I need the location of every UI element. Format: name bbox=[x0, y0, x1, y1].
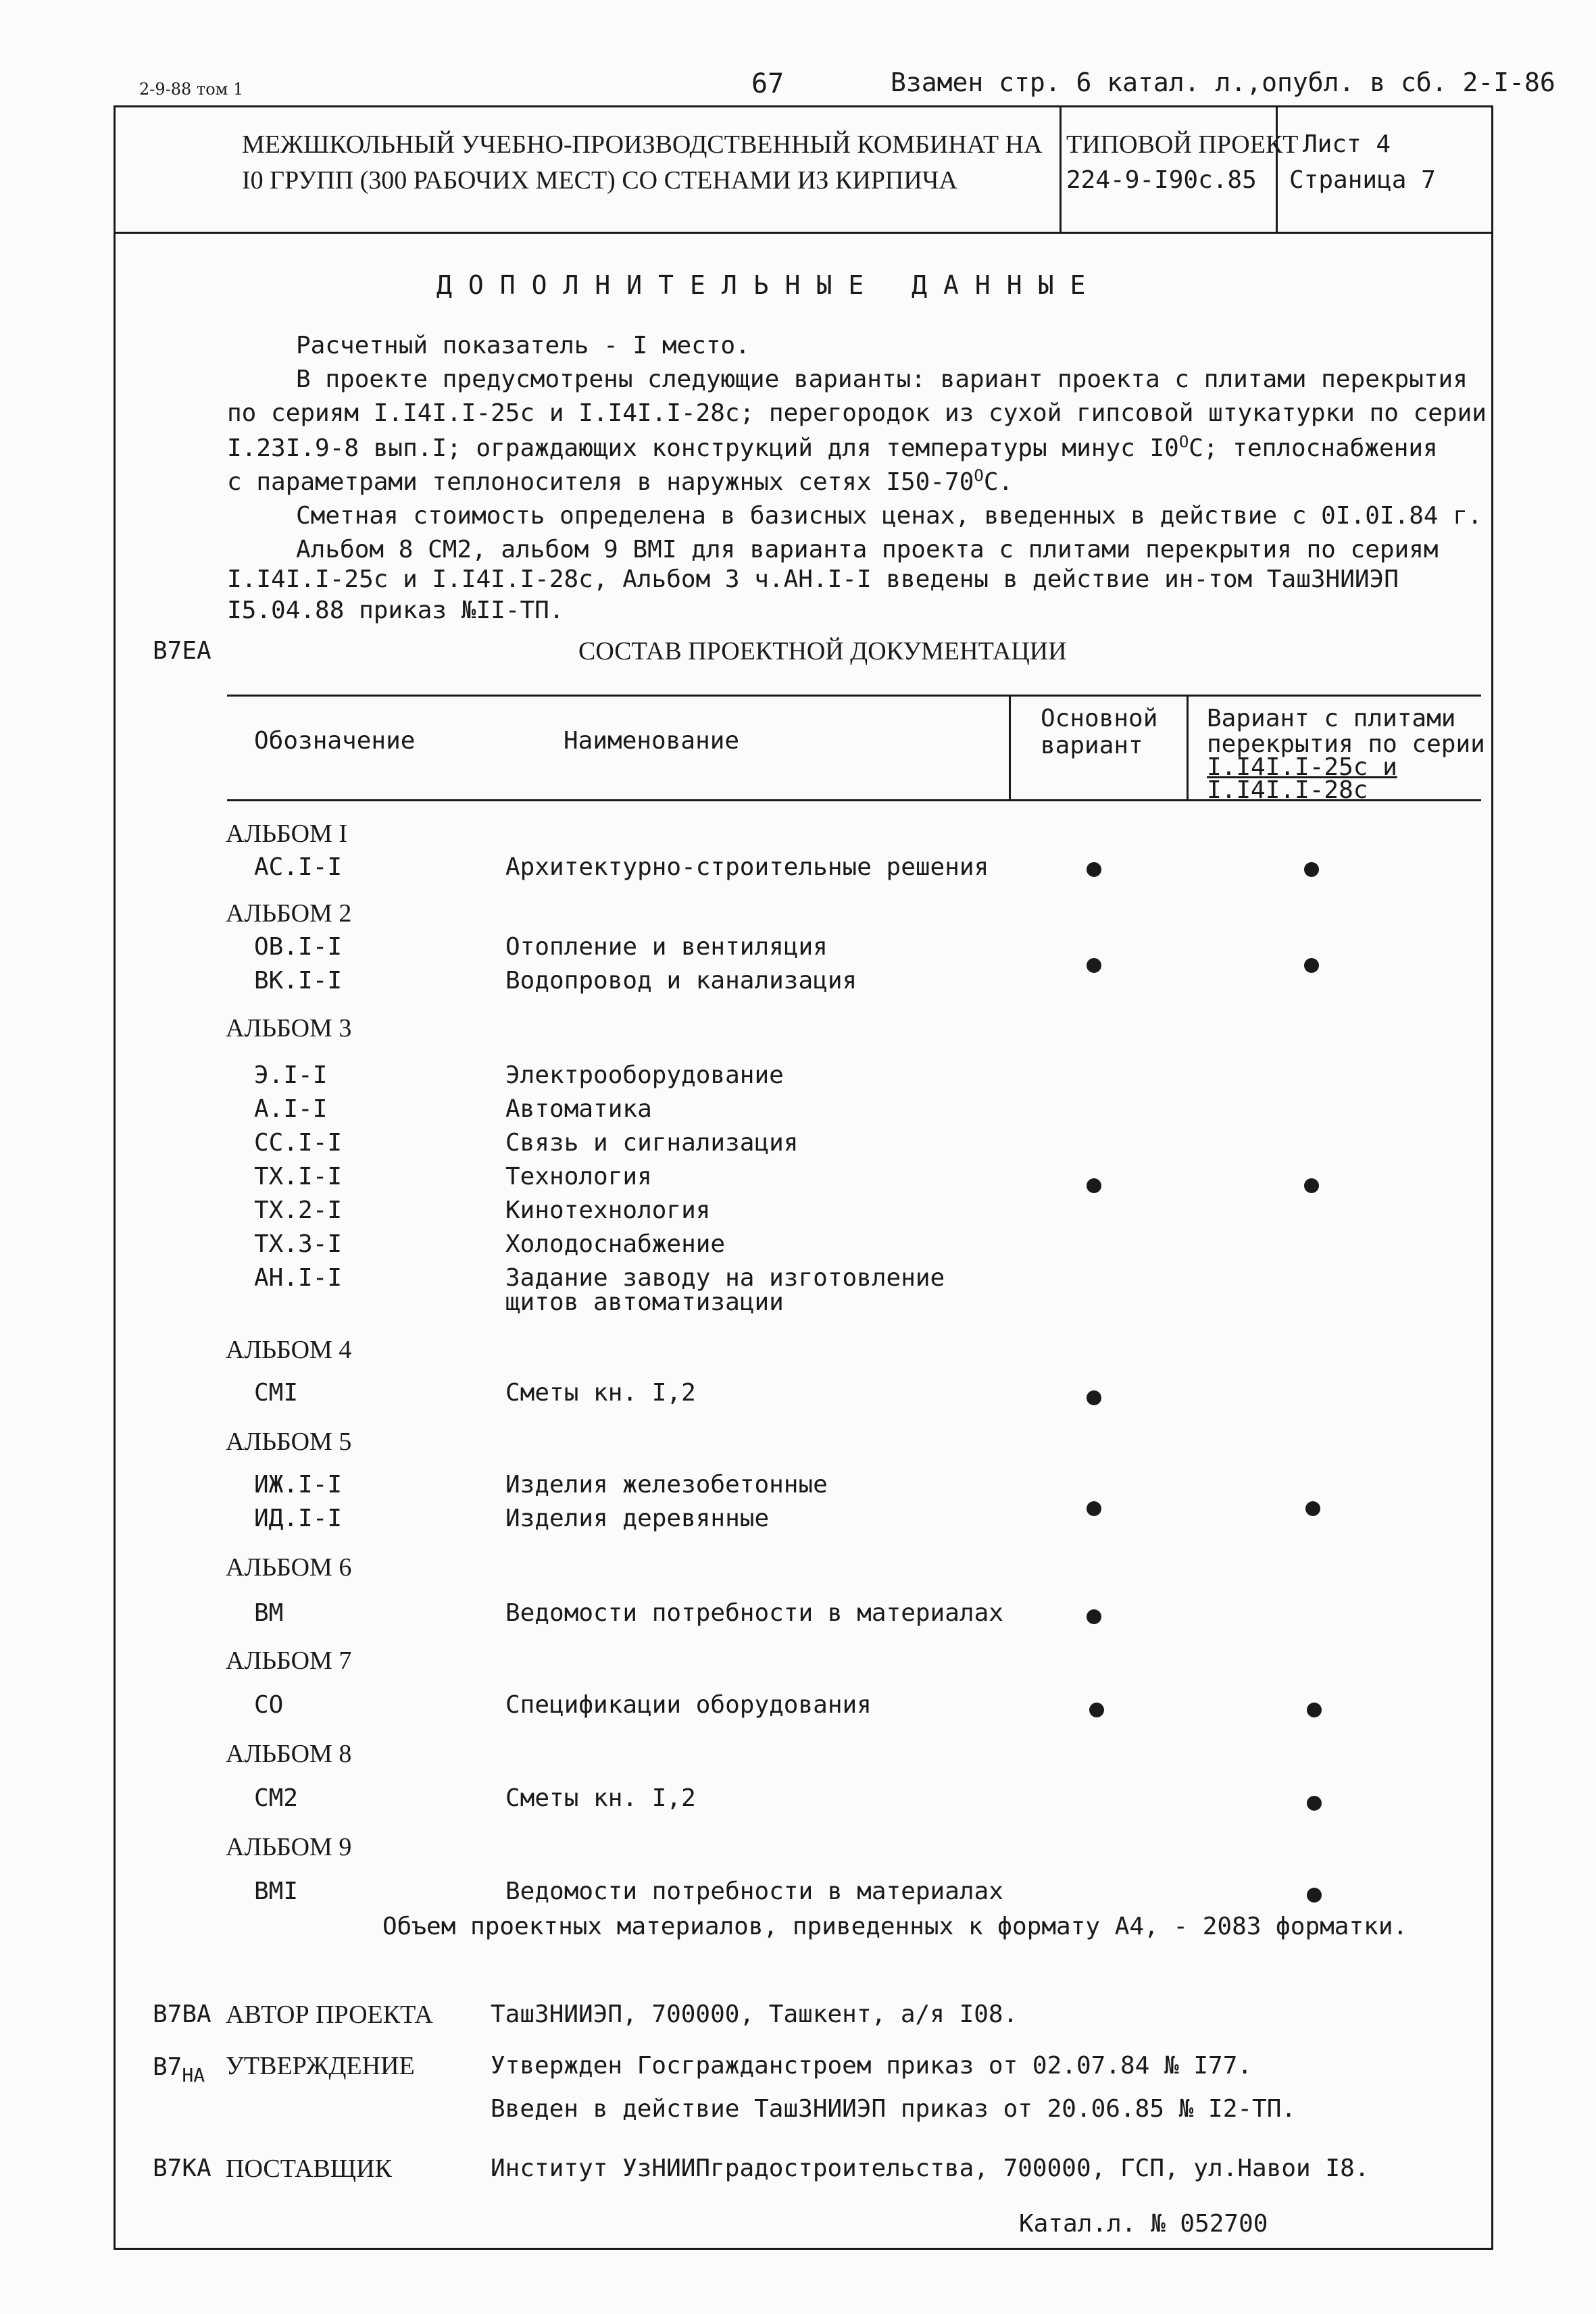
row-code: ВК.I-I bbox=[254, 967, 343, 995]
project-code: 224-9-I90с.85 bbox=[1066, 166, 1257, 194]
page-number: 67 bbox=[751, 68, 784, 99]
page-label: Страница 7 bbox=[1289, 166, 1436, 194]
approval-text-1: Утвержден Госгражданстроем приказ от 02.07.84 № I77. bbox=[491, 2052, 1253, 2080]
row-name: Кинотехнология bbox=[505, 1197, 711, 1224]
row-code: СО bbox=[254, 1691, 284, 1719]
title-line-1: МЕЖШКОЛЬНЫЙ УЧЕБНО-ПРОИЗВОДСТВЕННЫЙ КОМБИНАТ НА bbox=[242, 130, 1043, 159]
album-heading: АЛЬБОМ 7 bbox=[226, 1646, 352, 1675]
base-variant-mark bbox=[1087, 1609, 1101, 1624]
column-designation: Обозначение bbox=[254, 727, 416, 755]
sheet-number: Лист 4 bbox=[1303, 130, 1391, 158]
album-heading: АЛЬБОМ 5 bbox=[226, 1428, 352, 1456]
catalog-number: Катал.л. № 052700 bbox=[1019, 2210, 1268, 2238]
row-name: Изделия железобетонные bbox=[505, 1471, 828, 1499]
row-name: Архитектурно-строительные решения bbox=[505, 853, 989, 881]
album-heading: АЛЬБОМ 3 bbox=[226, 1014, 352, 1042]
paragraph-line: Расчетный показатель - I место. bbox=[296, 332, 750, 359]
base-variant-mark bbox=[1087, 862, 1101, 877]
supplier-text: Институт УзНИИПградостроительства, 700000, ГСП, ул.Навои I8. bbox=[491, 2155, 1370, 2182]
row-name: Электрооборудование bbox=[505, 1061, 784, 1089]
paragraph-line: I.23I.9-8 вып.I; ограждающих конструкций для температуры минус $I0^OC$; теплоснабжения bbox=[227, 432, 1438, 462]
column-name: Наименование bbox=[564, 727, 740, 755]
paragraph-line: I.I4I.I-25с и I.I4I.I-28с, Альбом 3 ч.АН.I-I введены в действие ин-том ТашЗНИИЭП bbox=[227, 565, 1399, 593]
header-divider-1 bbox=[1059, 105, 1062, 234]
title-line-2: I0 ГРУПП (300 РАБОЧИХ МЕСТ) СО СТЕНАМИ ИЗ КИРПИЧА bbox=[242, 166, 957, 195]
album-heading: АЛЬБОМ I bbox=[226, 820, 347, 848]
row-code: ИЖ.I-I bbox=[254, 1471, 343, 1499]
album-heading: АЛЬБОМ 9 bbox=[226, 1833, 352, 1861]
author-text: ТашЗНИИЭП, 700000, Ташкент, а/я I08. bbox=[491, 2001, 1018, 2028]
approval-code: $В7_{НА}$ bbox=[153, 2053, 205, 2086]
row-name: щитов автоматизации bbox=[505, 1288, 784, 1316]
row-name: Ведомости потребности в материалах bbox=[505, 1878, 1003, 1905]
paragraph-line: В проекте предусмотрены следующие варианты: вариант проекта с плитами перекрытия bbox=[296, 366, 1468, 393]
row-code: ВМI bbox=[254, 1878, 299, 1905]
header-bottom bbox=[114, 232, 1493, 234]
supplier-code: В7КА bbox=[153, 2155, 211, 2182]
slab-variant-mark bbox=[1304, 1178, 1319, 1193]
frame-bottom bbox=[114, 2248, 1493, 2250]
row-code: ВМ bbox=[254, 1599, 284, 1627]
paragraph-line: с параметрами теплоносителя в наружных сетях $I50-70^OC$. bbox=[227, 466, 1014, 496]
slab-variant-mark bbox=[1304, 958, 1319, 973]
row-code: А.I-I bbox=[254, 1095, 328, 1123]
row-code: СМI bbox=[254, 1379, 299, 1407]
row-code: Э.I-I bbox=[254, 1061, 328, 1089]
supplier-label: ПОСТАВЩИК bbox=[226, 2155, 392, 2183]
frame-right bbox=[1491, 105, 1493, 2250]
section-title: ДОПОЛНИТЕЛЬНЫЕ ДАННЫЕ bbox=[437, 270, 1102, 300]
row-name: Автоматика bbox=[505, 1095, 652, 1123]
row-name: Ведомости потребности в материалах bbox=[505, 1599, 1003, 1627]
column-variant: Вариант с плитами bbox=[1207, 705, 1456, 732]
row-name: Сметы кн. I,2 bbox=[505, 1379, 696, 1407]
approval-text-2: Введен в действие ТашЗНИИЭП приказ от 20.06.85 № I2-ТП. bbox=[491, 2095, 1297, 2123]
composition-code: В7ЕА bbox=[153, 637, 211, 665]
row-code: СС.I-I bbox=[254, 1129, 343, 1157]
header-divider-2 bbox=[1276, 105, 1278, 234]
row-code: ТХ.I-I bbox=[254, 1163, 343, 1190]
composition-title: СОСТАВ ПРОЕКТНОЙ ДОКУМЕНТАЦИИ bbox=[578, 637, 1067, 665]
row-name: Сметы кн. I,2 bbox=[505, 1784, 696, 1812]
row-code: ТХ.3-I bbox=[254, 1230, 343, 1258]
row-name: Водопровод и канализация bbox=[505, 967, 857, 995]
row-name: Спецификации оборудования bbox=[505, 1691, 872, 1719]
author-label: АВТОР ПРОЕКТА bbox=[226, 2001, 433, 2029]
slab-variant-mark bbox=[1307, 1703, 1322, 1717]
frame-top bbox=[114, 105, 1493, 107]
project-label: ТИПОВОЙ ПРОЕКТ bbox=[1066, 130, 1299, 159]
album-heading: АЛЬБОМ 2 bbox=[226, 899, 352, 928]
base-variant-mark bbox=[1087, 1178, 1101, 1193]
approval-label: УТВЕРЖДЕНИЕ bbox=[226, 2052, 415, 2080]
base-variant-mark bbox=[1087, 958, 1101, 973]
album-heading: АЛЬБОМ 6 bbox=[226, 1553, 352, 1582]
table-divider-2 bbox=[1187, 695, 1189, 801]
row-name: Отопление и вентиляция bbox=[505, 933, 828, 961]
table-divider-1 bbox=[1009, 695, 1011, 801]
column-base: вариант bbox=[1041, 732, 1143, 759]
album-heading: АЛЬБОМ 4 bbox=[226, 1336, 352, 1364]
row-code: АС.I-I bbox=[254, 853, 343, 881]
row-name: Технология bbox=[505, 1163, 652, 1190]
slab-variant-mark bbox=[1305, 1501, 1320, 1516]
slab-variant-mark bbox=[1304, 862, 1319, 877]
column-variant: I.I4I.I-28с bbox=[1207, 776, 1368, 804]
paragraph-line: I5.04.88 приказ №II-ТП. bbox=[227, 597, 564, 624]
slab-variant-mark bbox=[1307, 1888, 1322, 1903]
row-code: ИД.I-I bbox=[254, 1505, 343, 1532]
paragraph-line: по сериям I.I4I.I-25с и I.I4I.I-28с; перегородок из сухой гипсовой штукатурки по серии bbox=[227, 399, 1487, 427]
slab-variant-mark bbox=[1307, 1796, 1322, 1811]
base-variant-mark bbox=[1087, 1501, 1101, 1516]
frame-left bbox=[114, 105, 116, 2250]
table-top bbox=[227, 695, 1481, 697]
album-heading: АЛЬБОМ 8 bbox=[226, 1740, 352, 1768]
author-code: В7ВА bbox=[153, 2001, 211, 2028]
row-code: СМ2 bbox=[254, 1784, 299, 1812]
row-code: АН.I-I bbox=[254, 1264, 343, 1292]
column-variant: I.I4I.I-25с и bbox=[1207, 753, 1397, 781]
replacement-note: Взамен стр. 6 катал. л.,опубл. в сб. 2-I-86 bbox=[891, 68, 1555, 97]
paragraph-line: Альбом 8 СМ2, альбом 9 ВМI для варианта проекта с плитами перекрытия по сериям bbox=[296, 536, 1439, 563]
row-code: ОВ.I-I bbox=[254, 933, 343, 961]
row-name: Холодоснабжение bbox=[505, 1230, 726, 1258]
volume-line: Объем проектных материалов, приведенных к формату А4, - 2083 форматки. bbox=[382, 1913, 1408, 1940]
base-variant-mark bbox=[1087, 1390, 1101, 1405]
column-base: Основной bbox=[1041, 705, 1158, 732]
base-variant-mark bbox=[1089, 1703, 1104, 1717]
row-name: Изделия деревянные bbox=[505, 1505, 770, 1532]
row-name: Задание заводу на изготовление bbox=[505, 1264, 945, 1292]
volume-mark: 2-9-88 том 1 bbox=[139, 80, 244, 99]
column-variant: перекрытия по серии bbox=[1207, 730, 1485, 758]
row-code: ТХ.2-I bbox=[254, 1197, 343, 1224]
row-name: Связь и сигнализация bbox=[505, 1129, 799, 1157]
paragraph-line: Сметная стоимость определена в базисных ценах, введенных в действие с 0I.0I.84 г. bbox=[296, 502, 1482, 530]
